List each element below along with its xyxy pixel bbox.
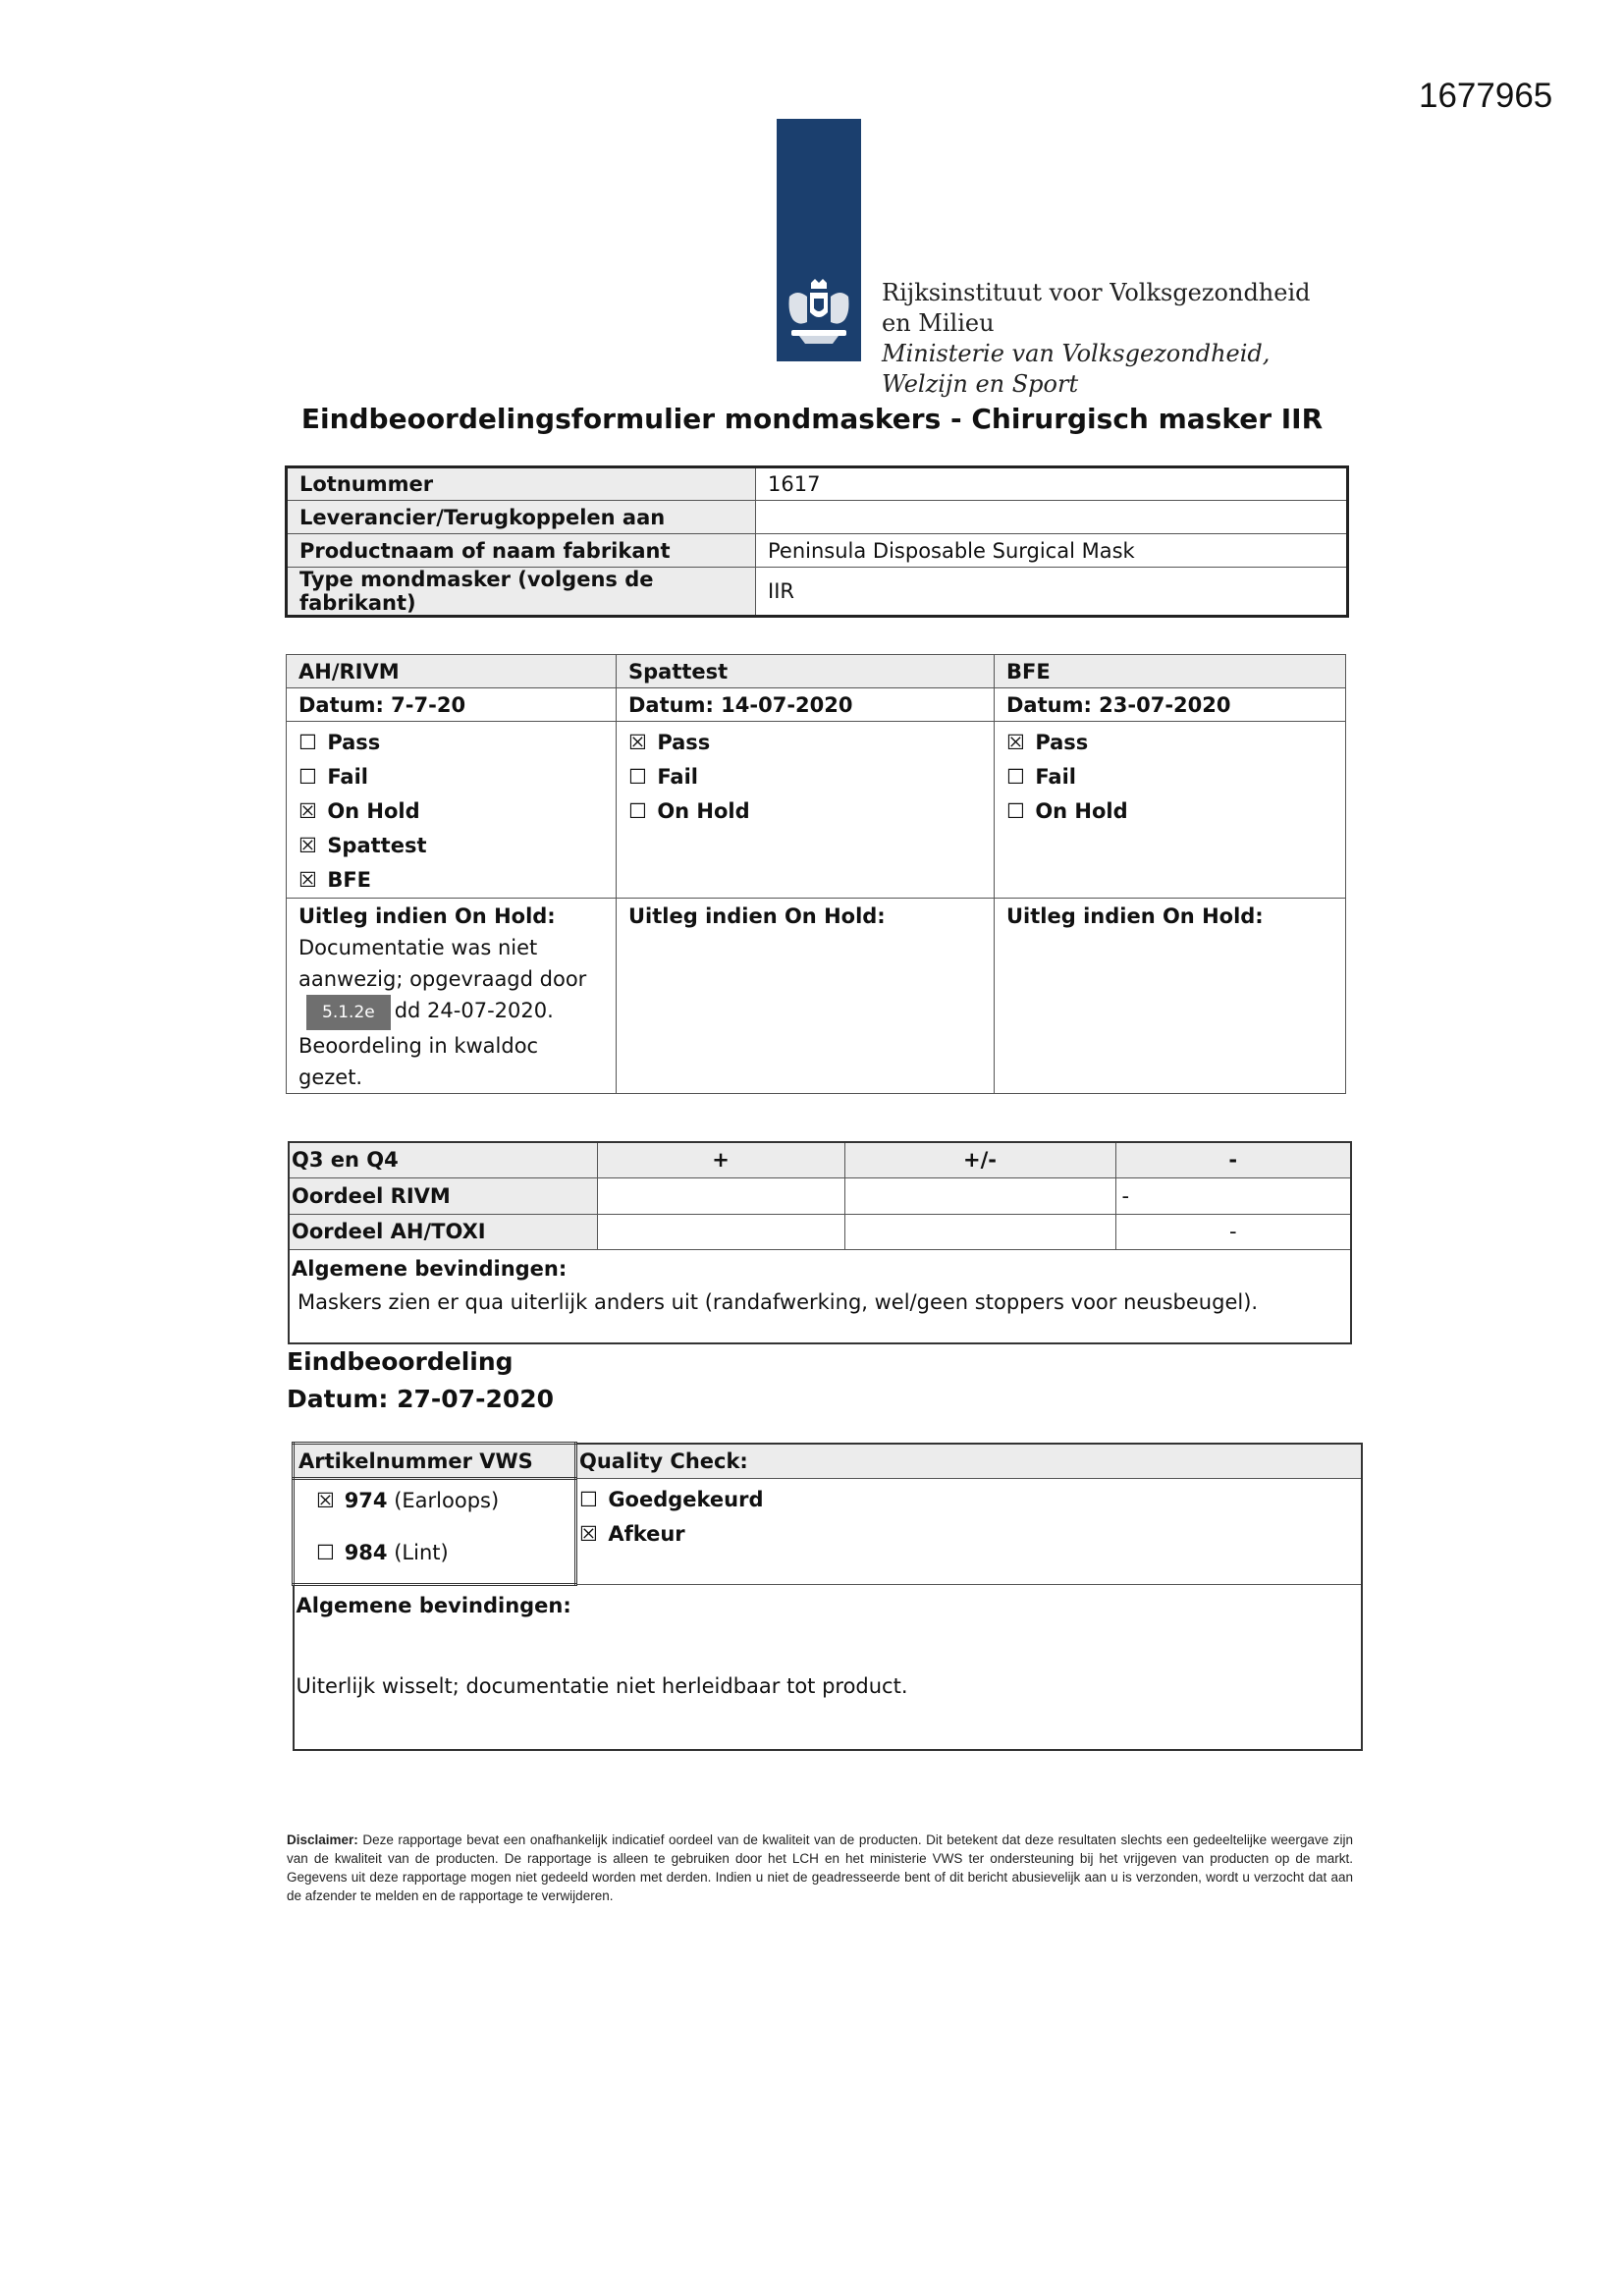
option-label: Fail (1035, 765, 1076, 789)
option-label: Afkeur (608, 1522, 685, 1546)
article-984 (316, 1536, 563, 1570)
disclaimer-text: Deze rapportage bevat een onafhankelijk indicatief oordeel van de kwaliteit van de producten. Dit betekent dat deze resultaten slechts een gedeeltelijke weergave zijn van de kwaliteit van de producten. De rapportage is alleen te gebruiken door het LCH en het ministerie VWS ter ondersteuning bij het vrijgeven van producten op de markt. Gegevens uit deze rapportage mogen niet gedeeld worden met derden. Indien u niet de geadresseerde bent of dit bericht abusievelijk aan u is verzonden, wordt u verzocht dat aan de afzender te melden en de rapportage te verwijderen. (287, 1832, 1353, 1903)
option-label: Fail (327, 765, 368, 789)
org-line-1: Rijksinstituut voor Volksgezondheid (882, 279, 1311, 306)
organisation-name (882, 278, 1311, 400)
checkbox-icon: ☒ (298, 834, 317, 857)
option-label: Pass (327, 731, 381, 754)
hold-explanation-ah-rivm (287, 899, 617, 1094)
option-label: BFE (327, 868, 372, 892)
org-line-2: en Milieu (882, 309, 995, 337)
assessment-table (286, 654, 1346, 1094)
article-header: Artikelnummer VWS (294, 1444, 576, 1479)
option-label: Pass (657, 731, 711, 754)
option-on-hold (628, 794, 982, 829)
coat-of-arms-icon (782, 277, 856, 348)
disclaimer-label: Disclaimer: (287, 1832, 358, 1847)
final-assessment-title: Eindbeoordeling (287, 1347, 514, 1376)
row-label-oordeel-ah-toxi: Oordeel AH/TOXI (289, 1214, 597, 1249)
hold-text-line (298, 995, 604, 1030)
findings-text: Maskers zien er qua uiterlijk anders uit (randafwerking, wel/geen stoppers voor neusbeugel). (298, 1289, 1259, 1314)
date-ah-rivm: Datum: 7-7-20 (287, 688, 617, 722)
option-label: Goedgekeurd (608, 1488, 764, 1511)
option-fail (1006, 760, 1333, 794)
option-label: Pass (1035, 731, 1089, 754)
checkbox-icon: ☐ (579, 1488, 598, 1511)
checkbox-icon: ☒ (1006, 731, 1025, 754)
hold-label: Uitleg indien On Hold: (628, 904, 886, 928)
label-type: Type mondmasker (volgens de fabrikant) (287, 568, 756, 617)
option-label: Spattest (327, 834, 427, 857)
option-pass (298, 726, 604, 760)
cell-plusminus (844, 1177, 1115, 1214)
findings-label: Algemene bevindingen: (292, 1256, 568, 1281)
hold-text-line: Beoordeling in kwaldoc (298, 1034, 539, 1058)
checkbox-icon: ☐ (628, 765, 647, 789)
quality-goedgekeurd (579, 1483, 1349, 1517)
checkbox-icon: ☒ (298, 868, 317, 892)
product-info-table (285, 465, 1349, 618)
q-table (288, 1141, 1352, 1344)
hold-text-line: aanwezig; opgevraagd door (298, 967, 587, 991)
article-desc: (Earloops) (394, 1489, 500, 1512)
checkbox-icon: ☒ (298, 799, 317, 823)
checkbox-icon: ☐ (628, 799, 647, 823)
article-options (294, 1479, 576, 1585)
hold-label: Uitleg indien On Hold: (1006, 904, 1264, 928)
checkbox-icon: ☐ (1006, 765, 1025, 789)
option-label: Fail (657, 765, 698, 789)
checkbox-icon: ☐ (298, 765, 317, 789)
hold-label: Uitleg indien On Hold: (298, 904, 556, 928)
checkbox-icon: ☐ (1006, 799, 1025, 823)
row-label-oordeel-rivm: Oordeel RIVM (289, 1177, 597, 1214)
article-number: 974 (344, 1489, 388, 1512)
document-number: 1677965 (1419, 77, 1553, 115)
article-974 (316, 1484, 563, 1518)
q-header-plusminus: +/- (844, 1142, 1115, 1177)
cell-plusminus (844, 1214, 1115, 1249)
value-leverancier (756, 501, 1348, 534)
q-findings (289, 1249, 1351, 1343)
hold-text-line: gezet. (298, 1066, 363, 1089)
col-header-ah-rivm: AH/RIVM (287, 655, 617, 688)
cell-minus: - (1115, 1177, 1351, 1214)
option-label: On Hold (1035, 799, 1128, 823)
findings-label: Algemene bevindingen: (296, 1594, 571, 1617)
cell-plus (597, 1214, 844, 1249)
option-on-hold (1006, 794, 1333, 829)
options-spattest (617, 722, 995, 899)
label-lotnummer: Lotnummer (287, 467, 756, 501)
option-label: On Hold (657, 799, 750, 823)
org-line-3: Ministerie van Volksgezondheid, (882, 340, 1271, 367)
checkbox-icon: ☒ (316, 1489, 335, 1512)
date-bfe: Datum: 23-07-2020 (995, 688, 1346, 722)
q-header-label: Q3 en Q4 (289, 1142, 597, 1177)
value-lotnummer: 1617 (756, 467, 1348, 501)
value-type: IIR (756, 568, 1348, 617)
checkbox-icon: ☐ (316, 1541, 335, 1564)
cell-plus (597, 1177, 844, 1214)
option-fail (628, 760, 982, 794)
checkbox-icon: ☐ (298, 731, 317, 754)
options-ah-rivm (287, 722, 617, 899)
option-bfe (298, 863, 604, 898)
quality-header: Quality Check: (576, 1444, 1363, 1479)
q-header-plus: + (597, 1142, 844, 1177)
quality-afkeur (579, 1517, 1349, 1552)
page-title: Eindbeoordelingsformulier mondmaskers - Chirurgisch masker IIR (300, 403, 1324, 435)
option-fail (298, 760, 604, 794)
options-bfe (995, 722, 1346, 899)
checkbox-icon: ☒ (628, 731, 647, 754)
quality-options (576, 1479, 1363, 1585)
label-productnaam: Productnaam of naam fabrikant (287, 534, 756, 568)
date-spattest: Datum: 14-07-2020 (617, 688, 995, 722)
hold-explanation-spattest (617, 899, 995, 1094)
final-findings (294, 1585, 1363, 1750)
org-line-4: Welzijn en Sport (882, 370, 1079, 398)
col-header-spattest: Spattest (617, 655, 995, 688)
article-desc: (Lint) (394, 1541, 449, 1564)
option-pass (628, 726, 982, 760)
hold-explanation-bfe (995, 899, 1346, 1094)
option-pass (1006, 726, 1333, 760)
option-spattest (298, 829, 604, 863)
col-header-bfe: BFE (995, 655, 1346, 688)
redaction-badge: 5.1.2e (306, 995, 391, 1030)
cell-minus: - (1115, 1214, 1351, 1249)
article-number: 984 (344, 1541, 388, 1564)
final-assessment-date: Datum: 27-07-2020 (287, 1385, 555, 1413)
hold-text: dd 24-07-2020. (394, 999, 554, 1022)
label-leverancier: Leverancier/Terugkoppelen aan (287, 501, 756, 534)
option-label: On Hold (327, 799, 420, 823)
final-table (292, 1442, 1363, 1751)
checkbox-icon: ☒ (579, 1522, 598, 1546)
option-on-hold (298, 794, 604, 829)
disclaimer (287, 1831, 1353, 1905)
q-header-minus: - (1115, 1142, 1351, 1177)
findings-text: Uiterlijk wisselt; documentatie niet herleidbaar tot product. (296, 1674, 908, 1698)
value-productnaam: Peninsula Disposable Surgical Mask (756, 534, 1348, 568)
hold-text-line: Documentatie was niet (298, 936, 538, 959)
